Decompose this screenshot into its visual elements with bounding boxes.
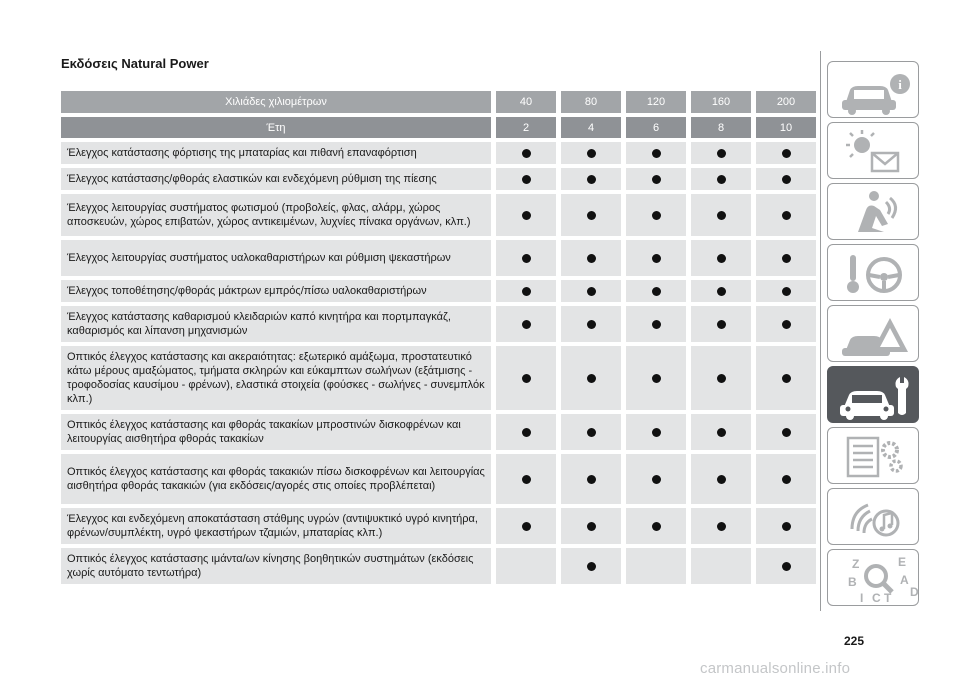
index-letter: C: [872, 591, 881, 605]
check-dot-icon: [782, 562, 791, 571]
index-letter: D: [910, 585, 919, 599]
check-dot-icon: [717, 149, 726, 158]
check-dot-icon: [782, 374, 791, 383]
interval-cell: [756, 168, 816, 190]
interval-cell: [561, 168, 621, 190]
header-years-value: 4: [561, 117, 621, 138]
interval-cell: [691, 168, 751, 190]
check-dot-icon: [587, 320, 596, 329]
check-dot-icon: [522, 149, 531, 158]
interval-cell: [691, 142, 751, 164]
check-dot-icon: [587, 211, 596, 220]
interval-cell: [561, 280, 621, 302]
check-dot-icon: [717, 475, 726, 484]
row-label: Οπτικός έλεγχος κατάστασης και φθοράς τακακίων μπροστινών δισκοφρένων και λειτουργίας αισθητήρα φθοράς τακακίων: [61, 414, 491, 450]
check-dot-icon: [652, 428, 661, 437]
interval-cell: [561, 508, 621, 544]
check-dot-icon: [717, 211, 726, 220]
check-dot-icon: [717, 287, 726, 296]
interval-cell: [626, 280, 686, 302]
interval-cell: [756, 414, 816, 450]
car-maintenance-icon: [828, 367, 920, 424]
interval-cell: [496, 280, 556, 302]
check-dot-icon: [782, 522, 791, 531]
header-km-label: Χιλιάδες χιλιομέτρων: [61, 91, 491, 113]
tab-technical-data[interactable]: [827, 427, 919, 484]
row-label: Οπτικός έλεγχος κατάστασης και ακεραιότητας: εξωτερικό αμάξωμα, προστατευτικό κάτω μέρους αμαξώματος, τμήματα σκληρών και εύκαμπτων σωλήνων (εξάτμισης - τροφοδοσίας καυσίμου - φρένων), ελαστικά στοιχεία (φούσκες - σωλήνες - συνεμπλόκ κλπ.): [61, 346, 491, 410]
row-label: Έλεγχος κατάστασης φόρτισης της μπαταρίας και πιθανή επαναφόρτιση: [61, 142, 491, 164]
interval-cell: [496, 306, 556, 342]
page-title: Εκδόσεις Natural Power: [61, 56, 209, 71]
interval-cell: [691, 414, 751, 450]
check-dot-icon: [717, 175, 726, 184]
interval-cell: [626, 194, 686, 236]
check-dot-icon: [587, 374, 596, 383]
row-label: Έλεγχος τοποθέτησης/φθοράς μάκτρων εμπρός/πίσω υαλοκαθαριστήρων: [61, 280, 491, 302]
warning-lights-icon: [828, 123, 920, 180]
svg-text:i: i: [898, 77, 902, 92]
header-km-value: 200: [756, 91, 816, 113]
chapter-sidebar: [820, 51, 925, 611]
check-dot-icon: [522, 211, 531, 220]
interval-cell: [691, 508, 751, 544]
header-km-value: 120: [626, 91, 686, 113]
interval-cell: [626, 168, 686, 190]
check-dot-icon: [522, 287, 531, 296]
index-letter: E: [898, 555, 907, 569]
row-label: Οπτικός έλεγχος κατάστασης και φθοράς τακακιών πίσω δισκοφρένων και λειτουργίας αισθητήρα φθοράς τακακιών (για εκδόσεις/αγορές στις οποίες προβλέπεται): [61, 454, 491, 504]
interval-cell: [626, 454, 686, 504]
interval-cell: [756, 548, 816, 584]
tab-safety[interactable]: [827, 183, 919, 240]
tab-car-info[interactable]: [827, 61, 919, 118]
interval-cell: [756, 346, 816, 410]
interval-cell: [496, 548, 556, 584]
emergency-triangle-icon: [828, 306, 920, 363]
page-number: 225: [844, 634, 865, 648]
interval-cell: [626, 548, 686, 584]
specs-gear-icon: [828, 428, 920, 485]
index-search-icon: [828, 550, 920, 607]
check-dot-icon: [587, 149, 596, 158]
interval-cell: [496, 454, 556, 504]
check-dot-icon: [782, 175, 791, 184]
interval-cell: [756, 306, 816, 342]
header-years-value: 10: [756, 117, 816, 138]
check-dot-icon: [652, 522, 661, 531]
check-dot-icon: [717, 522, 726, 531]
interval-cell: [626, 240, 686, 276]
interval-cell: [561, 194, 621, 236]
header-years-value: 8: [691, 117, 751, 138]
interval-cell: [756, 194, 816, 236]
interval-cell: [561, 240, 621, 276]
check-dot-icon: [782, 320, 791, 329]
interval-cell: [691, 346, 751, 410]
interval-cell: [756, 142, 816, 164]
row-label: Έλεγχος λειτουργίας συστήματος φωτισμού (προβολείς, φλας, αλάρμ, χώρος αποσκευών, χώρος επιβατών, χώρος αντικειμένων, λυχνίες πίνακα οργάνων, κλπ.): [61, 194, 491, 236]
check-dot-icon: [652, 211, 661, 220]
row-label: Οπτικός έλεγχος κατάστασης ιμάντα/ων κίνησης βοηθητικών συστημάτων (εκδόσεις χωρίς αυτόματο τεντωτήρα): [61, 548, 491, 584]
check-dot-icon: [717, 320, 726, 329]
interval-cell: [756, 454, 816, 504]
maintenance-table: [61, 91, 816, 584]
interval-cell: [496, 346, 556, 410]
header-km-value: 160: [691, 91, 751, 113]
check-dot-icon: [652, 175, 661, 184]
multimedia-icon: [828, 489, 920, 546]
check-dot-icon: [717, 428, 726, 437]
check-dot-icon: [587, 562, 596, 571]
interval-cell: [691, 306, 751, 342]
interval-cell: [496, 508, 556, 544]
tab-emergency[interactable]: [827, 305, 919, 362]
check-dot-icon: [587, 522, 596, 531]
tab-multimedia[interactable]: [827, 488, 919, 545]
interval-cell: [691, 194, 751, 236]
key-steering-icon: [828, 245, 920, 302]
check-dot-icon: [587, 475, 596, 484]
index-letter: Z: [852, 557, 860, 571]
check-dot-icon: [587, 175, 596, 184]
row-label: Έλεγχος λειτουργίας συστήματος υαλοκαθαριστήρων και ρύθμιση ψεκαστήρων: [61, 240, 491, 276]
check-dot-icon: [652, 254, 661, 263]
interval-cell: [626, 142, 686, 164]
check-dot-icon: [652, 149, 661, 158]
index-letter: T: [884, 591, 892, 605]
sidebar-divider: [820, 51, 821, 611]
interval-cell: [561, 548, 621, 584]
check-dot-icon: [717, 254, 726, 263]
check-dot-icon: [652, 374, 661, 383]
index-letter: I: [860, 591, 864, 605]
interval-cell: [756, 508, 816, 544]
row-label: Έλεγχος κατάστασης/φθοράς ελαστικών και ενδεχόμενη ρύθμιση της πίεσης: [61, 168, 491, 190]
interval-cell: [496, 168, 556, 190]
check-dot-icon: [782, 149, 791, 158]
check-dot-icon: [522, 320, 531, 329]
check-dot-icon: [522, 254, 531, 263]
interval-cell: [626, 306, 686, 342]
check-dot-icon: [522, 522, 531, 531]
check-dot-icon: [587, 428, 596, 437]
interval-cell: [496, 142, 556, 164]
check-dot-icon: [782, 428, 791, 437]
interval-cell: [561, 142, 621, 164]
tab-index[interactable]: [827, 549, 919, 606]
airbag-seat-icon: [828, 184, 920, 241]
interval-cell: [561, 306, 621, 342]
check-dot-icon: [522, 475, 531, 484]
row-label: Έλεγχος και ενδεχόμενη αποκατάσταση στάθμης υγρών (αντιψυκτικό υγρό κινητήρα, φρένων/συμπλέκτη, υγρό ψεκαστήρων τζαμιών, μπαταρίας κλπ.): [61, 508, 491, 544]
interval-cell: [561, 454, 621, 504]
check-dot-icon: [522, 374, 531, 383]
interval-cell: [626, 414, 686, 450]
interval-cell: [691, 240, 751, 276]
check-dot-icon: [522, 428, 531, 437]
tab-maintenance[interactable]: [827, 366, 919, 423]
check-dot-icon: [652, 475, 661, 484]
check-dot-icon: [782, 287, 791, 296]
interval-cell: [496, 240, 556, 276]
interval-cell: [756, 280, 816, 302]
header-km-value: 80: [561, 91, 621, 113]
interval-cell: [626, 508, 686, 544]
check-dot-icon: [587, 287, 596, 296]
interval-cell: [691, 280, 751, 302]
car-info-icon: [828, 62, 920, 119]
interval-cell: [496, 414, 556, 450]
watermark: carmanualsonline.info: [700, 660, 851, 677]
interval-cell: [561, 414, 621, 450]
check-dot-icon: [652, 287, 661, 296]
interval-cell: [756, 240, 816, 276]
check-dot-icon: [522, 175, 531, 184]
check-dot-icon: [587, 254, 596, 263]
interval-cell: [561, 346, 621, 410]
interval-cell: [496, 194, 556, 236]
interval-cell: [691, 454, 751, 504]
tab-warning-lights[interactable]: [827, 122, 919, 179]
interval-cell: [626, 346, 686, 410]
header-years-label: Έτη: [61, 117, 491, 138]
header-years-value: 2: [496, 117, 556, 138]
index-letter: B: [848, 575, 857, 589]
check-dot-icon: [782, 475, 791, 484]
check-dot-icon: [782, 254, 791, 263]
header-km-value: 40: [496, 91, 556, 113]
index-letter: A: [900, 573, 909, 587]
check-dot-icon: [717, 374, 726, 383]
interval-cell: [691, 548, 751, 584]
header-years-value: 6: [626, 117, 686, 138]
row-label: Έλεγχος κατάστασης καθαρισμού κλειδαριών καπό κινητήρα και πορτμπαγκάζ, καθαρισμός και λίπανση μηχανισμών: [61, 306, 491, 342]
check-dot-icon: [652, 320, 661, 329]
check-dot-icon: [782, 211, 791, 220]
tab-starting-driving[interactable]: [827, 244, 919, 301]
